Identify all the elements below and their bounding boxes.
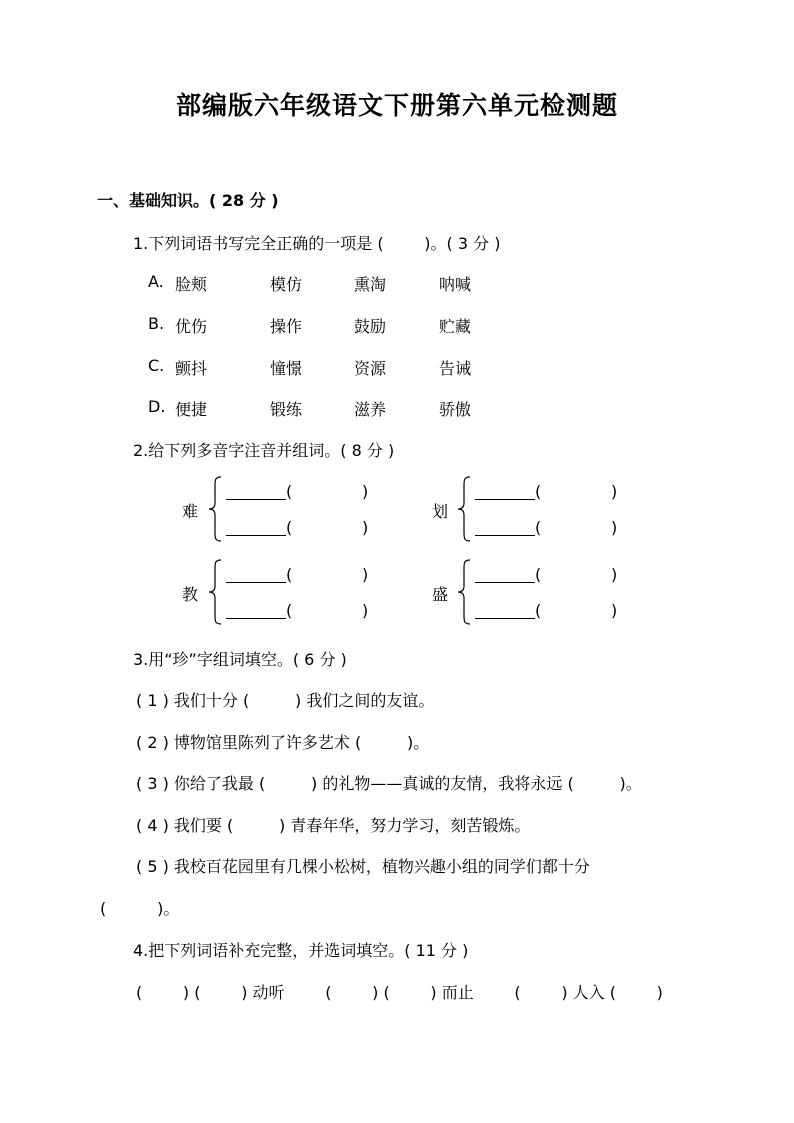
option-word: 呐喊 — [439, 275, 472, 294]
curly-brace-icon — [208, 559, 222, 625]
option-word: 锻练 — [270, 400, 303, 419]
option-word: 颤抖 — [175, 359, 208, 378]
pinyin-paren-open: ( — [535, 482, 542, 501]
option-word: 模仿 — [270, 275, 303, 294]
pinyin-paren-close: ) — [362, 565, 369, 584]
option-word: 优伤 — [175, 317, 208, 336]
answer-blank-line[interactable] — [475, 602, 535, 619]
option-letter: C. — [148, 356, 165, 375]
question-3-item-4: ( 4 ) 我们要 ( ) 青春年华，努力学习，刻苦锻炼。 — [136, 816, 531, 835]
pinyin-paren-open: ( — [286, 601, 293, 620]
pinyin-paren-open: ( — [535, 518, 542, 537]
question-4-stem: 4.把下列词语补充完整，并选词填空。( 11 分 ) — [133, 941, 469, 960]
option-word: 滋养 — [354, 400, 387, 419]
question-4-idiom-line: ( ) ( ) 动听 ( ) ( ) 而止 ( ) 人入 ( ) — [136, 983, 663, 1002]
pinyin-paren-open: ( — [535, 565, 542, 584]
question-1-stem: 1.下列词语书写完全正确的一项是 ( )。( 3 分 ) — [133, 234, 501, 253]
pinyin-paren-close: ) — [362, 518, 369, 537]
pinyin-paren-close: ) — [611, 565, 618, 584]
answer-blank-line[interactable] — [226, 566, 286, 583]
pinyin-paren-open: ( — [535, 601, 542, 620]
question-2-stem: 2.给下列多音字注音并组词。( 8 分 ) — [133, 441, 395, 460]
question-3-stem: 3.用“珍”字组词填空。( 6 分 ) — [133, 650, 347, 669]
answer-blank-line[interactable] — [475, 483, 535, 500]
option-letter: B. — [148, 314, 165, 333]
question-3-item-5: ( 5 ) 我校百花园里有几棵小松树，植物兴趣小组的同学们都十分 — [136, 857, 590, 876]
section-heading-basic-knowledge: 一、基础知识。( 28 分 ) — [97, 191, 279, 210]
polyphone-character: 盛 — [432, 585, 449, 604]
question-3-item-3: ( 3 ) 你给了我最 ( ) 的礼物——真诚的友情，我将永远 ( )。 — [136, 774, 642, 793]
option-letter: D. — [148, 397, 166, 416]
answer-blank-line[interactable] — [226, 483, 286, 500]
page-title: 部编版六年级语文下册第六单元检测题 — [175, 91, 618, 120]
option-word: 资源 — [354, 359, 387, 378]
option-word: 贮藏 — [439, 317, 472, 336]
polyphone-character: 教 — [182, 585, 199, 604]
pinyin-paren-close: ) — [611, 482, 618, 501]
polyphone-character: 划 — [432, 502, 449, 521]
question-3-item-5-continued: ( )。 — [100, 899, 180, 918]
pinyin-paren-close: ) — [362, 601, 369, 620]
curly-brace-icon — [457, 559, 471, 625]
pinyin-paren-close: ) — [362, 482, 369, 501]
pinyin-paren-open: ( — [286, 565, 293, 584]
pinyin-paren-open: ( — [286, 482, 293, 501]
answer-blank-line[interactable] — [226, 519, 286, 536]
option-word: 憧憬 — [270, 359, 303, 378]
question-3-item-2: ( 2 ) 博物馆里陈列了许多艺术 ( )。 — [136, 733, 430, 752]
answer-blank-line[interactable] — [475, 519, 535, 536]
option-word: 鼓励 — [354, 317, 387, 336]
polyphone-character: 难 — [182, 502, 199, 521]
curly-brace-icon — [457, 476, 471, 542]
pinyin-paren-close: ) — [611, 518, 618, 537]
answer-blank-line[interactable] — [475, 566, 535, 583]
pinyin-paren-open: ( — [286, 518, 293, 537]
option-word: 告诫 — [439, 359, 472, 378]
answer-blank-line[interactable] — [226, 602, 286, 619]
option-word: 便捷 — [175, 400, 208, 419]
curly-brace-icon — [208, 476, 222, 542]
option-word: 脸颊 — [175, 275, 208, 294]
option-word: 操作 — [270, 317, 303, 336]
option-word: 熏淘 — [354, 275, 387, 294]
option-word: 骄傲 — [439, 400, 472, 419]
question-3-item-1: ( 1 ) 我们十分 ( ) 我们之间的友谊。 — [136, 691, 435, 710]
pinyin-paren-close: ) — [611, 601, 618, 620]
option-letter: A. — [148, 272, 164, 291]
